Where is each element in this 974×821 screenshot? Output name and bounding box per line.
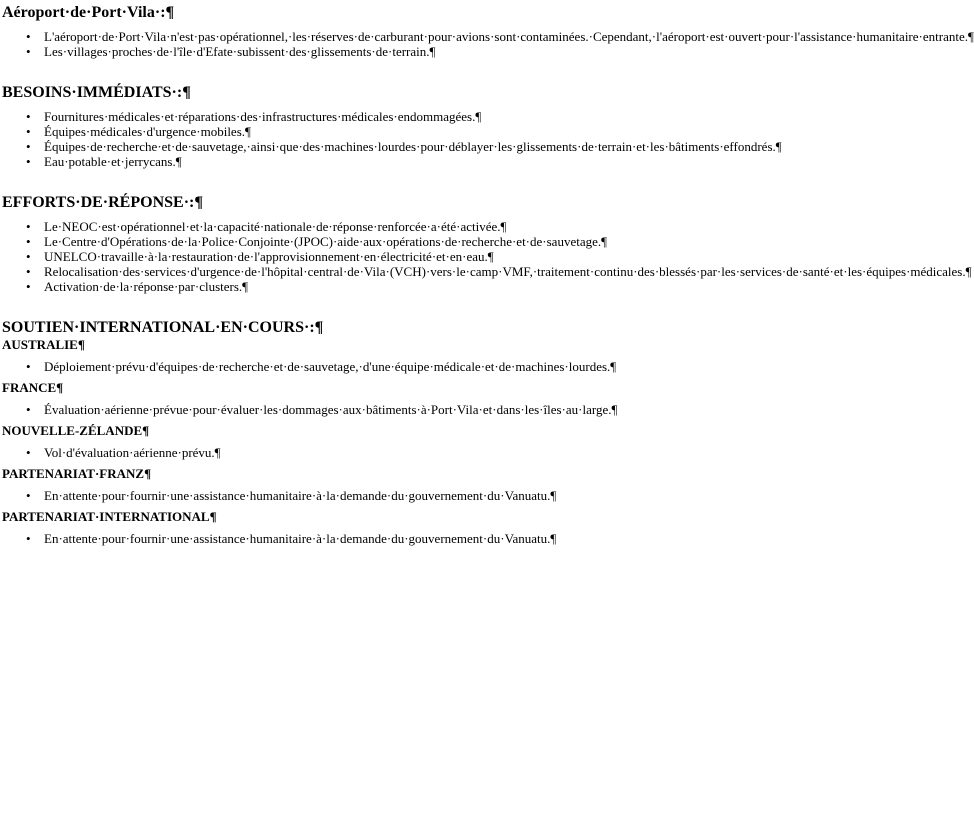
subsection-heading-international: PARTENARIAT·INTERNATIONAL¶ (2, 509, 217, 524)
section-heading-efforts: EFFORTS·DE·RÉPONSE·:¶ (2, 194, 203, 211)
section-heading-airport: Aéroport·de·Port·Vila·:¶ (2, 4, 175, 21)
list-item: • Les·villages·proches·de·l'île·d'Efate·subissent·des·glissements·de·terrain.¶ (2, 44, 577, 59)
list-item: • Le·NEOC·est·opérationnel·et·la·capacité·nationale·de·réponse·renforcée·a·été·activée.¶ (2, 219, 577, 234)
list-item: • L'aéroport·de·Port·Vila·n'est·pas·opérationnel,·les·réserves·de·carburant·pour·avions·sont·contaminées.·Cependant,·l'aéroport·est·ouvert·pour·l'assistance·humanitaire·entrante.¶ (2, 29, 577, 44)
list-item: • Fournitures·médicales·et·réparations·des·infrastructures·médicales·endommagées.¶ (2, 109, 577, 124)
list-item: • En·attente·pour·fournir·une·assistance·humanitaire·à·la·demande·du·gouvernement·du·Vanuatu.¶ (2, 488, 577, 503)
bullet-list-australie (2, 359, 617, 374)
bullet-list-nouvelle-zelande (2, 445, 577, 460)
list-item: • Activation·de·la·réponse·par·clusters.¶ (2, 279, 577, 294)
list-item: • UNELCO·travaille·à·la·restauration·de·l'approvisionnement·en·électricité·et·en·eau.¶ (2, 249, 577, 264)
bullet-list-airport (2, 29, 974, 59)
subsection-heading-nouvelle-zelande: NOUVELLE-ZÉLANDE¶ (2, 423, 150, 438)
subsection-heading-australie: AUSTRALIE¶ (2, 337, 85, 352)
list-item: • Équipes·médicales·d'urgence·mobiles.¶ (2, 124, 577, 139)
list-item: • Évaluation·aérienne·prévue·pour·évaluer·les·dommages·aux·bâtiments·à·Port·Vila·et·dans·les·îles·au·large.¶ (2, 402, 577, 417)
list-item: • Le·Centre·d'Opérations·de·la·Police·Conjointe·(JPOC)·aide·aux·opérations·de·recherche·et·de·sauvetage.¶ (2, 234, 577, 249)
section-heading-soutien: SOUTIEN·INTERNATIONAL·EN·COURS·:¶ (2, 319, 324, 336)
list-item: • Vol·d'évaluation·aérienne·prévu.¶ (2, 445, 577, 460)
list-item: • En·attente·pour·fournir·une·assistance·humanitaire·à·la·demande·du·gouvernement·du·Vanuatu.¶ (2, 531, 577, 546)
list-item: • Équipes·de·recherche·et·de·sauvetage,·ainsi·que·des·machines·lourdes·pour·déblayer·les·glissements·de·terrain·et·les·bâtiments·effondrés.¶ (2, 139, 577, 154)
list-item: • Eau·potable·et·jerrycans.¶ (2, 154, 577, 169)
list-item: • Déploiement·prévu·d'équipes·de·recherche·et·de·sauvetage,·d'une·équipe·médicale·et·de·machines·lourdes.¶ (2, 359, 577, 374)
list-item: • Relocalisation·des·services·d'urgence·de·l'hôpital·central·de·Vila·(VCH)·vers·le·camp·VMF,·traitement·continu·des·blessés·par·les·services·de·santé·et·les·équipes·médicales.¶ (2, 264, 577, 279)
empty-paragraph (2, 175, 577, 194)
subsection-heading-france: FRANCE¶ (2, 380, 64, 395)
empty-paragraph (2, 300, 577, 319)
section-heading-besoins: BESOINS·IMMÉDIATS·:¶ (2, 84, 191, 101)
bullet-list-france (2, 402, 618, 417)
empty-paragraph (2, 65, 577, 84)
bullet-list-efforts (2, 219, 972, 294)
bullet-list-besoins (2, 109, 782, 169)
bullet-list-franz (2, 488, 577, 503)
bullet-list-international (2, 531, 577, 546)
subsection-heading-franz: PARTENARIAT·FRANZ¶ (2, 466, 152, 481)
